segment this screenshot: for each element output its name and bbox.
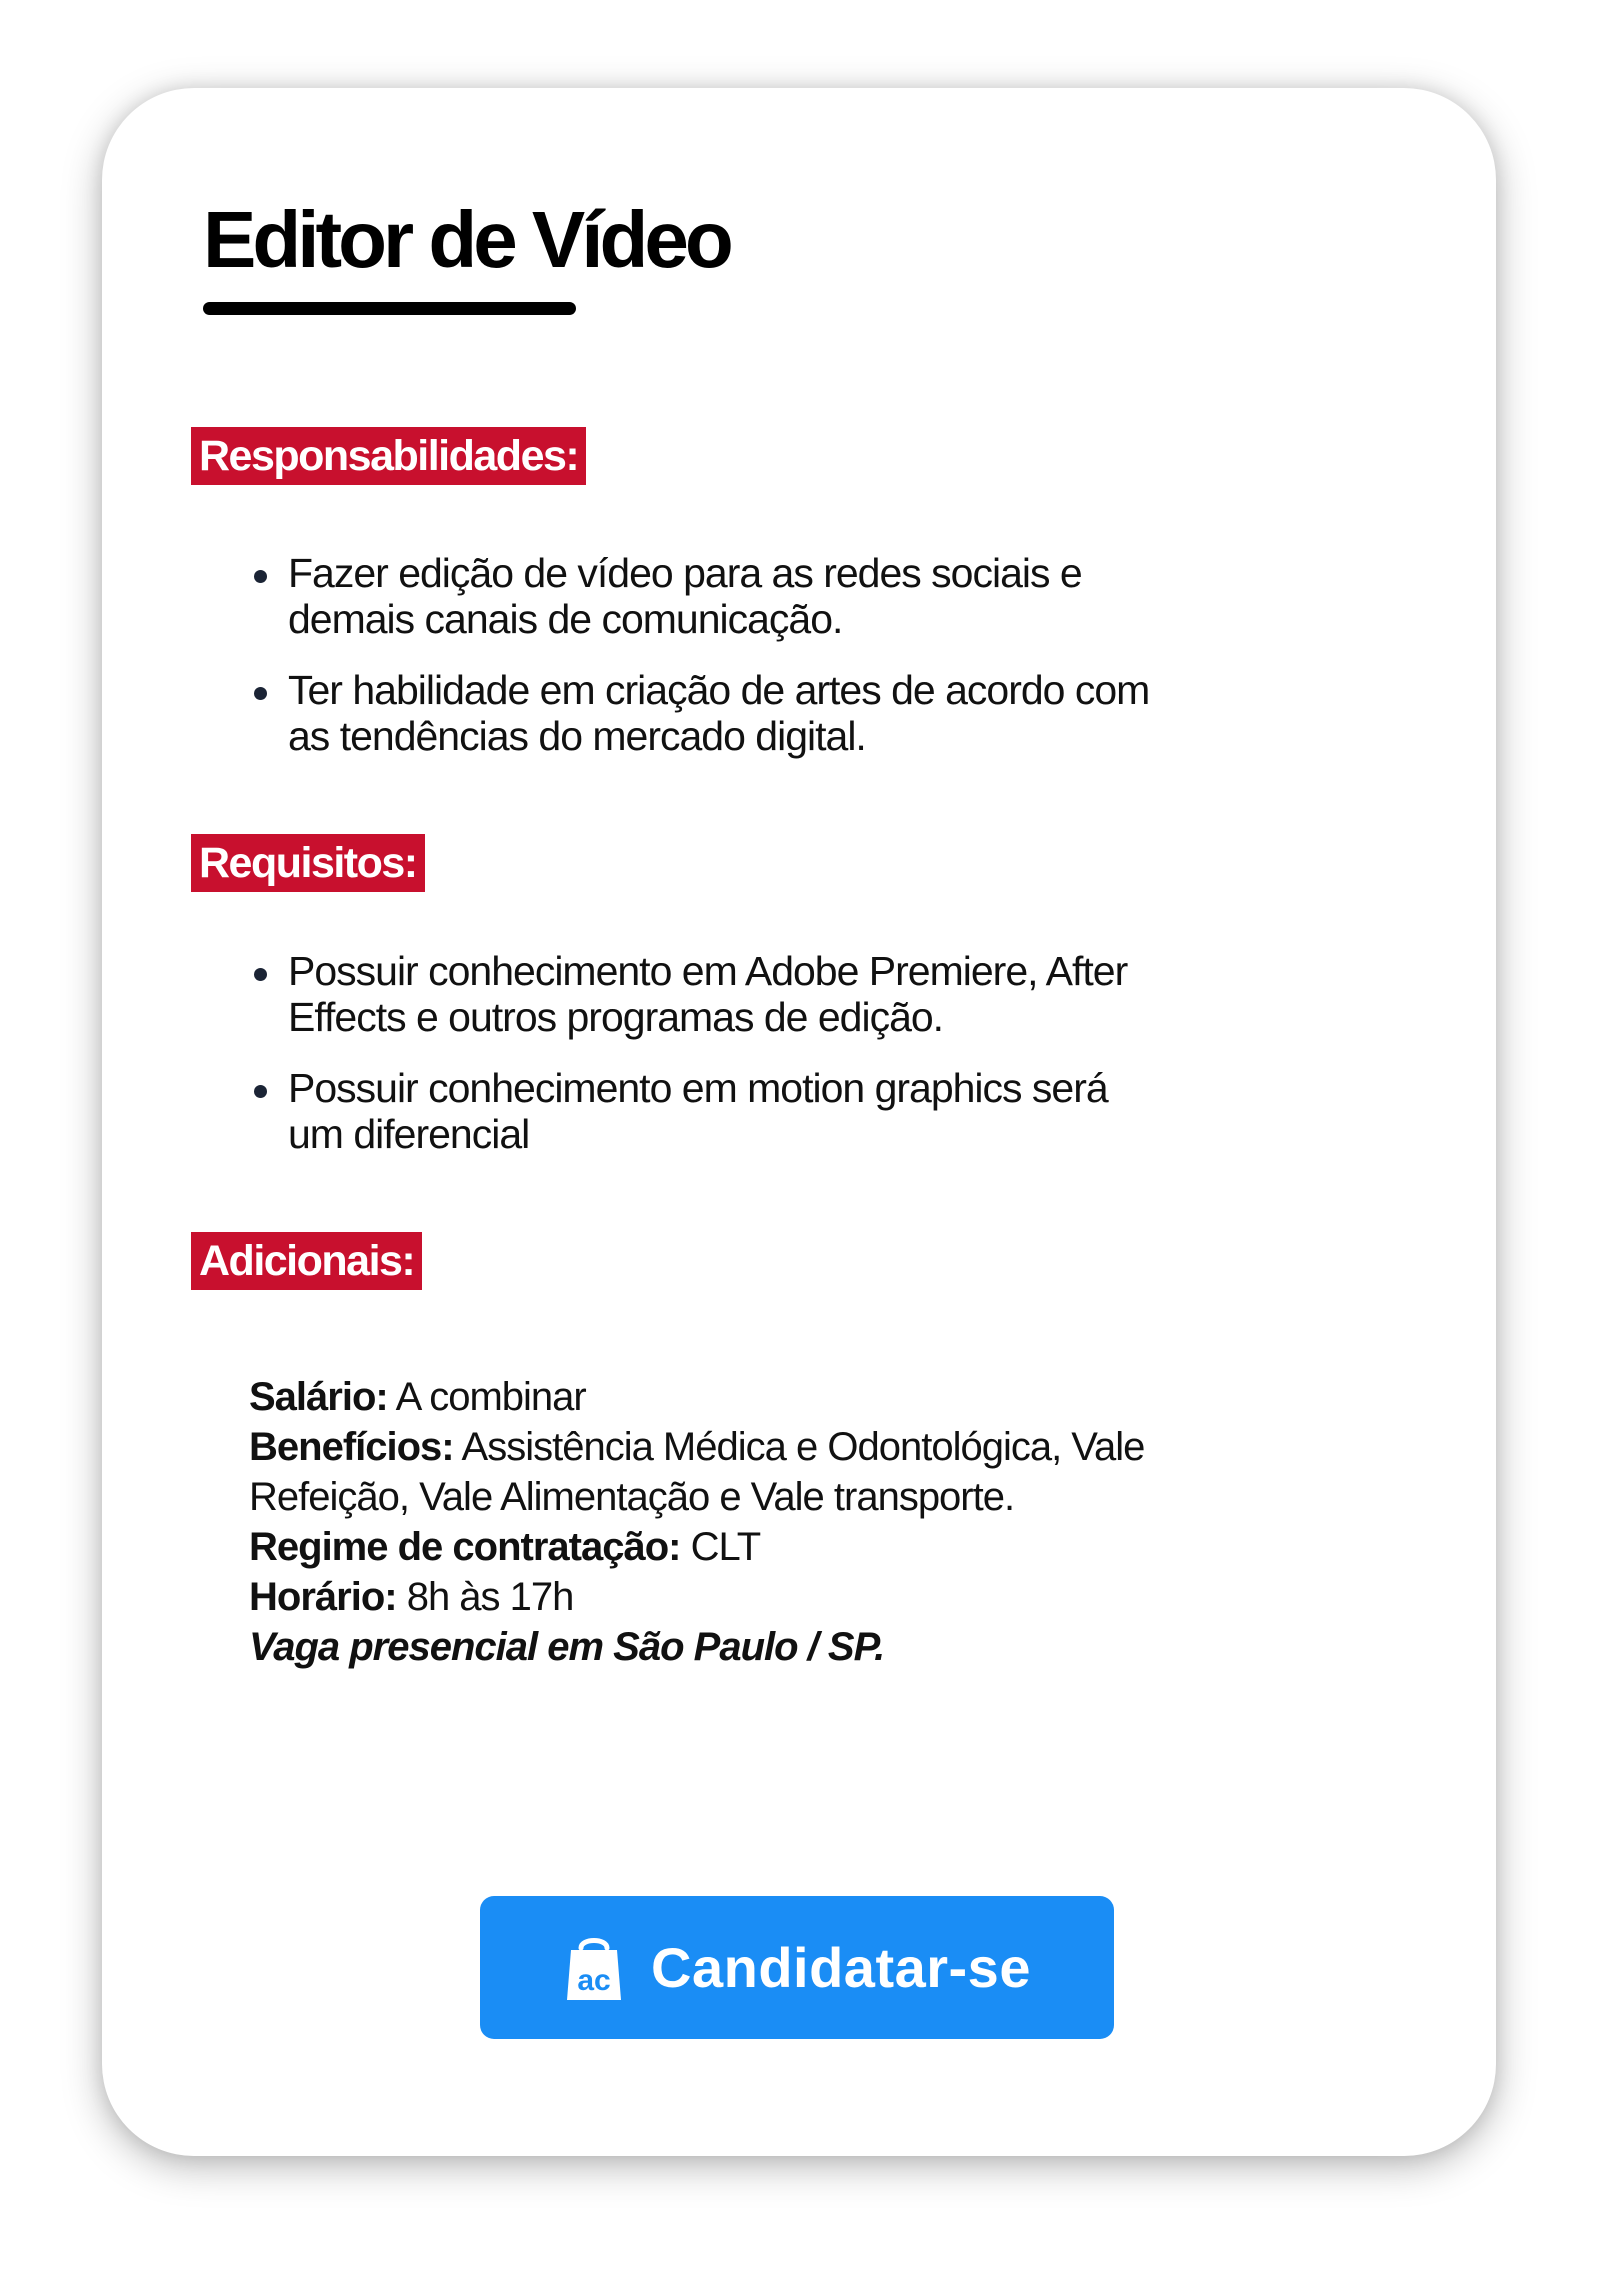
list-item-text: Possuir conhecimento em Adobe Premiere, After Effects e outros programas de edição.: [288, 948, 1128, 1040]
location-line: [249, 1622, 1179, 1672]
schedule-value: 8h às 17h: [396, 1575, 574, 1619]
regime-value: CLT: [680, 1525, 761, 1569]
benefits-value: Assistência Médica e Odontológica, Vale: [453, 1425, 1145, 1469]
bullet-icon: [254, 968, 267, 981]
list-item: [250, 1065, 1170, 1157]
svg-text:ac: ac: [577, 1963, 611, 1997]
benefits-line-continued: Refeição, Vale Alimentação e Vale transporte.: [249, 1475, 1015, 1519]
list-item-text: Ter habilidade em criação de artes de acordo com as tendências do mercado digital.: [288, 667, 1150, 759]
list-item: [250, 948, 1170, 1040]
apply-button-label: Candidatar-se: [651, 1936, 1031, 1999]
salary-line: [249, 1372, 1179, 1422]
list-item: [250, 667, 1170, 759]
salary-value: A combinar: [387, 1375, 586, 1419]
benefits-line: [249, 1422, 1179, 1472]
bullet-icon: [254, 570, 267, 583]
section-heading-requirements: Requisitos:: [191, 834, 425, 892]
section-heading-responsibilities: Responsabilidades:: [191, 427, 586, 485]
list-item-text: Fazer edição de vídeo para as redes sociais e demais canais de comunicação.: [288, 550, 1082, 642]
benefits-label: Benefícios:: [249, 1425, 454, 1469]
salary-label: Salário:: [249, 1375, 388, 1419]
job-title: Editor de Vídeo: [203, 195, 730, 284]
bullet-icon: [254, 687, 267, 700]
list-item-text: Possuir conhecimento em motion graphics será um diferencial: [288, 1065, 1108, 1157]
schedule-line: [249, 1572, 1179, 1622]
responsibilities-list: [250, 550, 1170, 784]
regime-label: Regime de contratação:: [249, 1525, 681, 1569]
section-heading-additional: Adicionais:: [191, 1232, 422, 1290]
schedule-label: Horário:: [249, 1575, 397, 1619]
title-underline: [203, 302, 576, 315]
location-text: Vaga presencial em São Paulo / SP.: [249, 1625, 885, 1669]
shopping-bag-icon: [563, 1932, 625, 2004]
requirements-list: [250, 948, 1170, 1182]
bullet-icon: [254, 1085, 267, 1098]
regime-line: [249, 1522, 1179, 1572]
list-item: [250, 550, 1170, 642]
apply-button[interactable]: [480, 1896, 1114, 2039]
additional-info: [249, 1372, 1179, 1672]
